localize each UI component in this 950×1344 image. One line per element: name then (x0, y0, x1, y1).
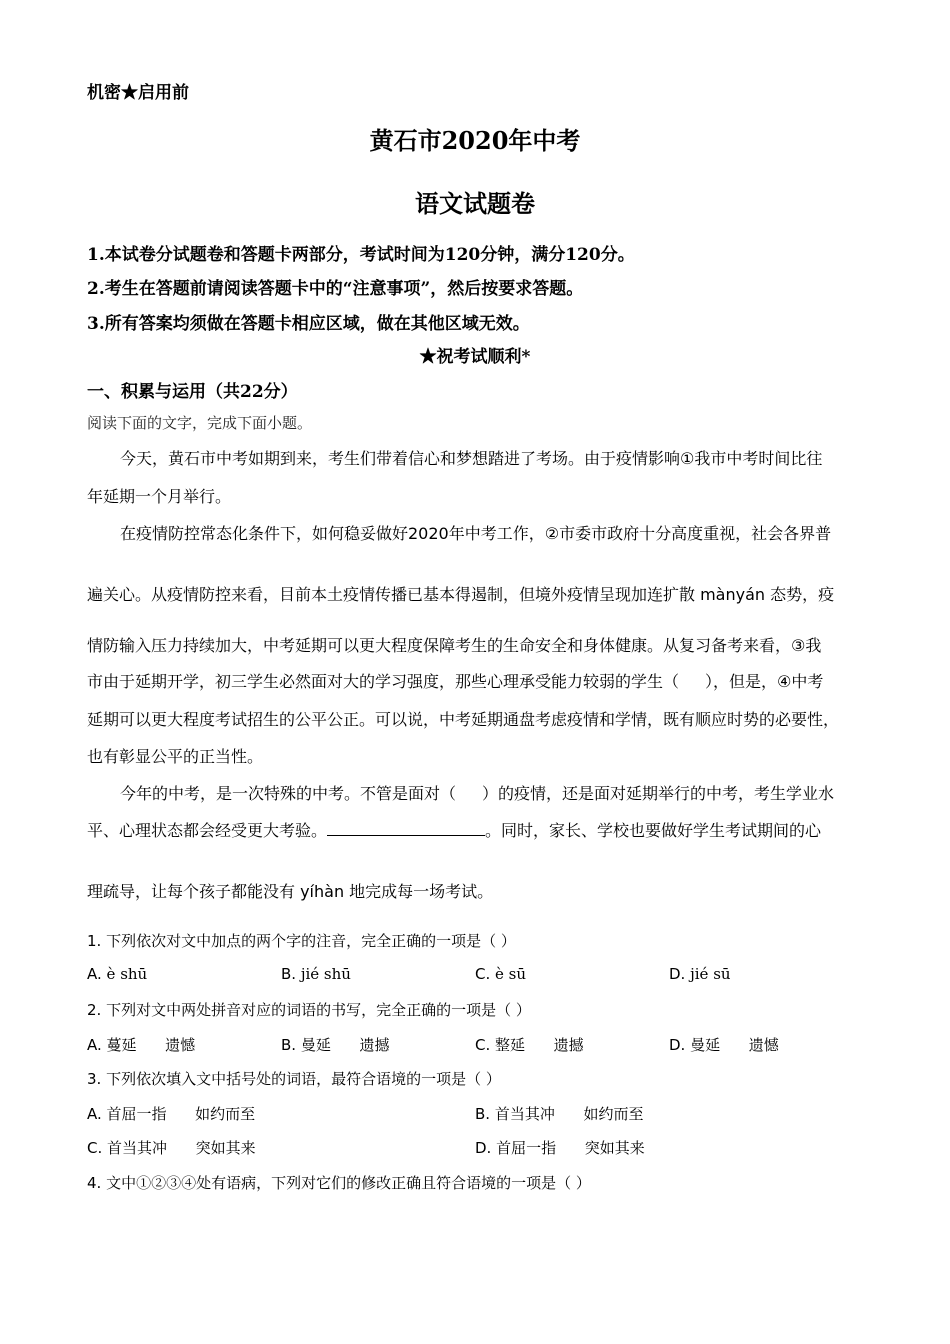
question-1: 1. 下列依次对文中加点的两个字的注音，完全正确的一项是（ ） (87, 932, 516, 950)
q2-option-c: C. 整延 遗撼 (475, 1036, 584, 1054)
passage-line: 年延期一个月举行。 (87, 487, 232, 506)
passage-line: 遍关心。从疫情防控来看，目前本土疫情传播已基本得遏制，但境外疫情呈现加连扩散 mànyán 态势，疫 (87, 585, 835, 604)
exam-title: 黄石市2020年中考 (369, 126, 581, 155)
passage-line: 情防输入压力持续加大，中考延期可以更大程度保障考生的生命安全和身体健康。从复习备考来看，③我 (87, 636, 822, 655)
q2-option-d: D. 曼延 遗憾 (669, 1036, 779, 1054)
q1-option-c: C. è sū (475, 965, 527, 983)
passage-line: 延期可以更大程度考试招生的公平公正。可以说，中考延期通盘考虑疫情和学情，既有顺应时势的必要性， (87, 710, 840, 729)
notice-3: 3.所有答案均须做在答题卡相应区域，做在其他区域无效。 (87, 314, 530, 334)
section-intro: 阅读下面的文字，完成下面小题。 (87, 414, 313, 432)
exam-subtitle: 语文试题卷 (415, 189, 535, 218)
passage-line: 在疫情防控常态化条件下，如何稳妥做好2020年中考工作，②市委市政府十分高度重视，社会各界普 (120, 524, 832, 543)
q3-option-c: C. 首当其冲 突如其来 (87, 1139, 256, 1157)
passage-line: 平、心理状态都会经受更大考验。 。同时，家长、学校也要做好学生考试期间的心 (87, 821, 822, 840)
passage-line: 今年的中考，是一次特殊的中考。不管是面对（ ）的疫情，还是面对延期举行的中考，考生学业水 (120, 784, 835, 803)
question-3: 3. 下列依次填入文中括号处的词语，最符合语境的一项是（ ） (87, 1070, 501, 1088)
passage-line: 也有彰显公平的正当性。 (87, 747, 264, 766)
q1-option-b: B. jié shū (281, 965, 351, 983)
question-4: 4. 文中①②③④处有语病，下列对它们的修改正确且符合语境的一项是（ ） (87, 1174, 591, 1192)
question-2: 2. 下列对文中两处拼音对应的词语的书写，完全正确的一项是（ ） (87, 1001, 531, 1019)
passage-line: 今天，黄石市中考如期到来，考生们带着信心和梦想踏进了考场。由于疫情影响①我市中考时间比往 (120, 449, 823, 468)
q2-option-b: B. 曼延 遗撼 (281, 1036, 390, 1054)
notice-2: 2.考生在答题前请阅读答题卡中的“注意事项”，然后按要求答题。 (87, 279, 584, 299)
q2-option-a: A. 蔓延 遗憾 (87, 1036, 196, 1054)
section-title: 一、积累与运用（共22分） (87, 382, 298, 402)
secret-mark: 机密★启用前 (87, 83, 189, 103)
fill-blank-line (327, 821, 485, 836)
q1-option-a: A. è shū (87, 965, 148, 983)
passage-line: 理疏导，让每个孩子都能没有 yíhàn 地完成每一场考试。 (87, 882, 494, 901)
q3-option-a: A. 首屈一指 如约而至 (87, 1105, 256, 1123)
q1-option-d: D. jié sū (669, 965, 731, 983)
wish-line: ★祝考试顺利* (419, 347, 531, 367)
q3-option-d: D. 首屈一指 突如其来 (475, 1139, 645, 1157)
passage-line: 市由于延期开学，初三学生必然面对大的学习强度，那些心理承受能力较弱的学生（ ），但是，④中考 (87, 672, 824, 691)
q3-option-b: B. 首当其冲 如约而至 (475, 1105, 644, 1123)
notice-1: 1.本试卷分试题卷和答题卡两部分，考试时间为120分钟，满分120分。 (87, 245, 635, 265)
